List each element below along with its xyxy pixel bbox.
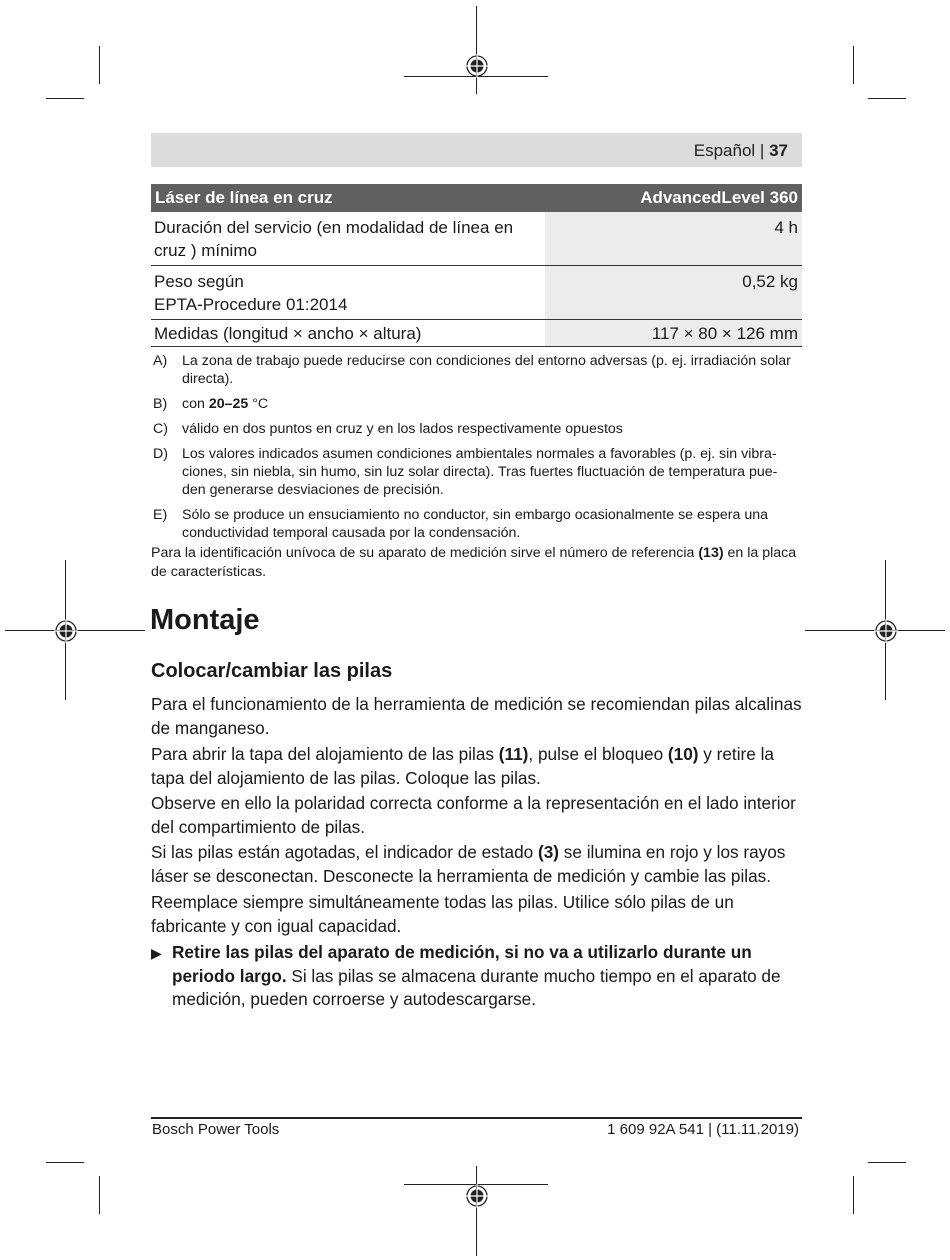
paragraph-text: se ilumina en rojo y los rayos láser se desconectan. Desconecte la herramienta de medición y cambie las pilas. <box>151 842 786 886</box>
footnotes <box>153 352 793 549</box>
table-header-left: Láser de línea en cruz <box>155 188 333 207</box>
paragraph: Reemplace siempre simultáneamente todas las pilas. Utilice sólo pilas de un fabricante y con igual capacidad. <box>151 892 734 936</box>
table-row <box>151 266 802 320</box>
paragraph-text: y retire la tapa del alojamiento de las pilas. Coloque las pilas. <box>151 744 774 788</box>
table-cell-label <box>151 266 545 319</box>
footnote <box>153 506 793 542</box>
header-separator: | <box>759 141 765 160</box>
reference-number: (3) <box>537 842 559 862</box>
footer-left: Bosch Power Tools <box>152 1121 280 1138</box>
warning-text-bold: Retire las pilas del aparato de medición, si no va a utilizarlo durante un periodo largo. <box>172 942 752 986</box>
paragraph: Observe en ello la polaridad correcta conforme a la representación en el lado interior del compartimiento de pilas. <box>151 793 796 837</box>
table-header-right: AdvancedLevel 360 <box>640 188 798 207</box>
subsection-title: Colocar/cambiar las pilas <box>151 660 393 682</box>
identification-text: Para la identificación unívoca de su aparato de medición sirve el número de referencia <box>151 545 699 561</box>
footer-right: 1 609 92A 541 | (11.11.2019) <box>607 1121 799 1138</box>
table-header <box>151 184 802 212</box>
table-cell-value: 4 h <box>545 212 802 265</box>
header-text <box>694 141 788 161</box>
footnote-text-bold: 20–25 <box>208 396 249 412</box>
registration-mark-icon <box>874 619 898 643</box>
paragraph-text: Para abrir la tapa del alojamiento de las pilas <box>151 744 499 764</box>
footnote-key: A) <box>153 353 168 369</box>
reference-number: (13) <box>698 545 724 561</box>
footnote-text <box>182 395 793 413</box>
footer-divider <box>151 1117 802 1119</box>
paragraph <box>151 743 803 790</box>
footnote-key: B) <box>153 396 168 412</box>
section-title: Montaje <box>150 604 260 636</box>
table-cell-label: Duración del servicio (en modalidad de línea en cruz ) mínimo <box>154 218 514 260</box>
warning-text-body: Si las pilas se almacena durante mucho tiempo en el aparato de medición, pueden corroerse y autodescargarse. <box>172 965 781 1009</box>
footnote-text: Los valores indicados asumen condiciones ambientales normales a favorables (p. ej. sin vibraciones, sin niebla, sin humo, sin luz solar directa). Tras fuertes fluctuación de temperatura pueden generarse desviaciones de precisión. <box>182 446 778 498</box>
identification-text: en la placa de características. <box>151 545 797 580</box>
table-cell-label-line: EPTA-Procedure 01:2014 <box>154 295 348 314</box>
table-cell-value: 117 × 80 × 126 mm <box>545 320 802 346</box>
footnote-key: C) <box>153 421 168 437</box>
page-header <box>151 133 802 167</box>
spec-table <box>151 184 802 347</box>
footnote-text: La zona de trabajo puede reducirse con condiciones del entorno adversas (p. ej. irradiación solar directa). <box>182 353 791 387</box>
footnote-text: Sólo se produce un ensuciamiento no conductor, sin embargo ocasionalmente se espera una conductividad temporal causada por la condensación. <box>182 507 769 541</box>
table-cell-value: 0,52 kg <box>545 266 802 319</box>
warning-text <box>172 941 803 1012</box>
footnote <box>153 395 793 413</box>
reference-number: (10) <box>667 744 699 764</box>
footnote <box>153 420 793 438</box>
warning-bullet <box>151 941 803 1012</box>
table-cell-label-line: Peso según <box>154 272 244 291</box>
registration-mark-icon <box>465 54 489 78</box>
footnote-key: E) <box>153 507 168 523</box>
header-language: Español <box>693 141 756 160</box>
table-cell-label: Medidas (longitud × ancho × altura) <box>154 324 422 343</box>
table-row <box>151 212 802 266</box>
paragraph-text: Si las pilas están agotadas, el indicador de estado <box>151 842 538 862</box>
identification-note <box>151 544 806 582</box>
registration-mark-icon <box>54 619 78 643</box>
registration-mark-icon <box>465 1184 489 1208</box>
footnote <box>153 352 793 388</box>
reference-number: (11) <box>498 744 529 764</box>
footnote-text: válido en dos puntos en cruz y en los lados respectivamente opuestos <box>182 421 623 437</box>
footnote-text-post: °C <box>248 396 269 412</box>
footnote-text-pre: con <box>182 396 209 412</box>
paragraph: Para el funcionamiento de la herramienta de medición se recomiendan pilas alcalinas de manganeso. <box>151 694 802 738</box>
paragraph-text: , pulse el bloqueo <box>528 744 668 764</box>
paragraph <box>151 841 803 888</box>
arrow-right-icon: ▶ <box>151 945 162 961</box>
footnote-key: D) <box>153 446 168 462</box>
page-number: 37 <box>769 141 788 160</box>
footnote <box>153 445 793 499</box>
table-row <box>151 320 802 347</box>
